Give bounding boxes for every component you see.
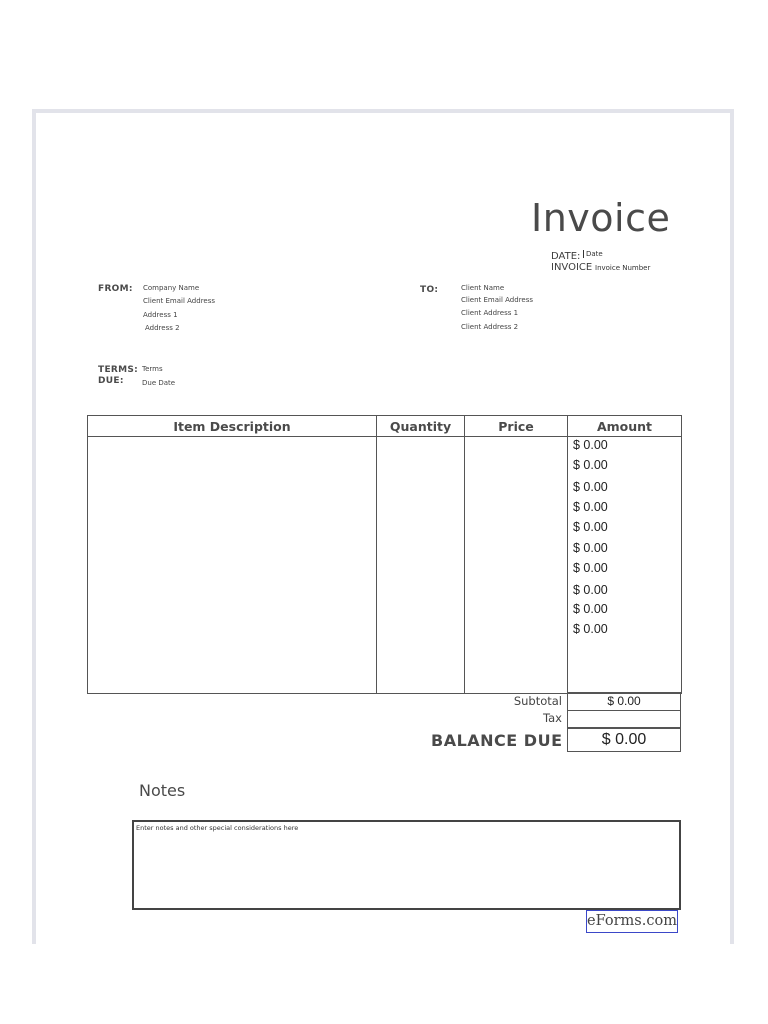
- header-price: Price: [465, 416, 568, 437]
- subtotal-label: Subtotal: [513, 694, 562, 708]
- amount-cell: $ 0.00: [573, 458, 608, 472]
- from-address2-field[interactable]: Address 2: [145, 324, 180, 332]
- amount-cell: $ 0.00: [573, 520, 608, 534]
- balance-due-label: BALANCE DUE: [431, 731, 563, 750]
- amount-cell: $ 0.00: [573, 500, 608, 514]
- from-address1-field[interactable]: Address 1: [143, 311, 178, 319]
- from-email-field[interactable]: Client Email Address: [143, 297, 216, 305]
- quantity-column[interactable]: [377, 437, 465, 694]
- terms-field[interactable]: Terms: [142, 365, 163, 373]
- invoice-number-label: INVOICE: [551, 262, 593, 273]
- amount-cell: $ 0.00: [573, 583, 608, 597]
- header-item-description: Item Description: [88, 416, 377, 437]
- from-label: FROM:: [98, 284, 133, 294]
- description-column[interactable]: [88, 437, 377, 694]
- amount-cell: $ 0.00: [573, 602, 608, 616]
- amount-cell: $ 0.00: [573, 438, 608, 452]
- eforms-logo[interactable]: eForms.com: [586, 910, 678, 933]
- tax-field[interactable]: [567, 710, 681, 728]
- date-field[interactable]: Date: [583, 250, 603, 258]
- header-amount: Amount: [568, 416, 682, 437]
- notes-textarea[interactable]: [132, 820, 681, 910]
- amount-cell: $ 0.00: [573, 541, 608, 555]
- amount-cell: $ 0.00: [573, 480, 608, 494]
- from-company-field[interactable]: Company Name: [143, 284, 200, 292]
- notes-placeholder: Enter notes and other special considerations here: [136, 824, 299, 832]
- to-address2-field[interactable]: Client Address 2: [461, 323, 519, 331]
- to-email-field[interactable]: Client Email Address: [461, 296, 534, 304]
- to-address1-field[interactable]: Client Address 1: [461, 309, 519, 317]
- to-label: TO:: [420, 285, 439, 295]
- balance-due-value: $ 0.00: [567, 728, 681, 752]
- header-quantity: Quantity: [377, 416, 465, 437]
- notes-title: Notes: [139, 781, 186, 800]
- due-date-field[interactable]: Due Date: [142, 379, 176, 387]
- date-label: DATE:: [551, 251, 581, 262]
- invoice-number-field[interactable]: Invoice Number: [595, 264, 651, 272]
- to-name-field[interactable]: Client Name: [461, 284, 505, 292]
- due-label: DUE:: [98, 376, 124, 386]
- tax-label: Tax: [543, 711, 562, 725]
- table-header-row: [88, 416, 682, 437]
- terms-label: TERMS:: [98, 365, 139, 375]
- price-column[interactable]: [465, 437, 568, 694]
- amount-cell: $ 0.00: [573, 622, 608, 636]
- invoice-title: Invoice: [531, 196, 671, 240]
- amount-cell: $ 0.00: [573, 561, 608, 575]
- subtotal-value: $ 0.00: [567, 692, 681, 711]
